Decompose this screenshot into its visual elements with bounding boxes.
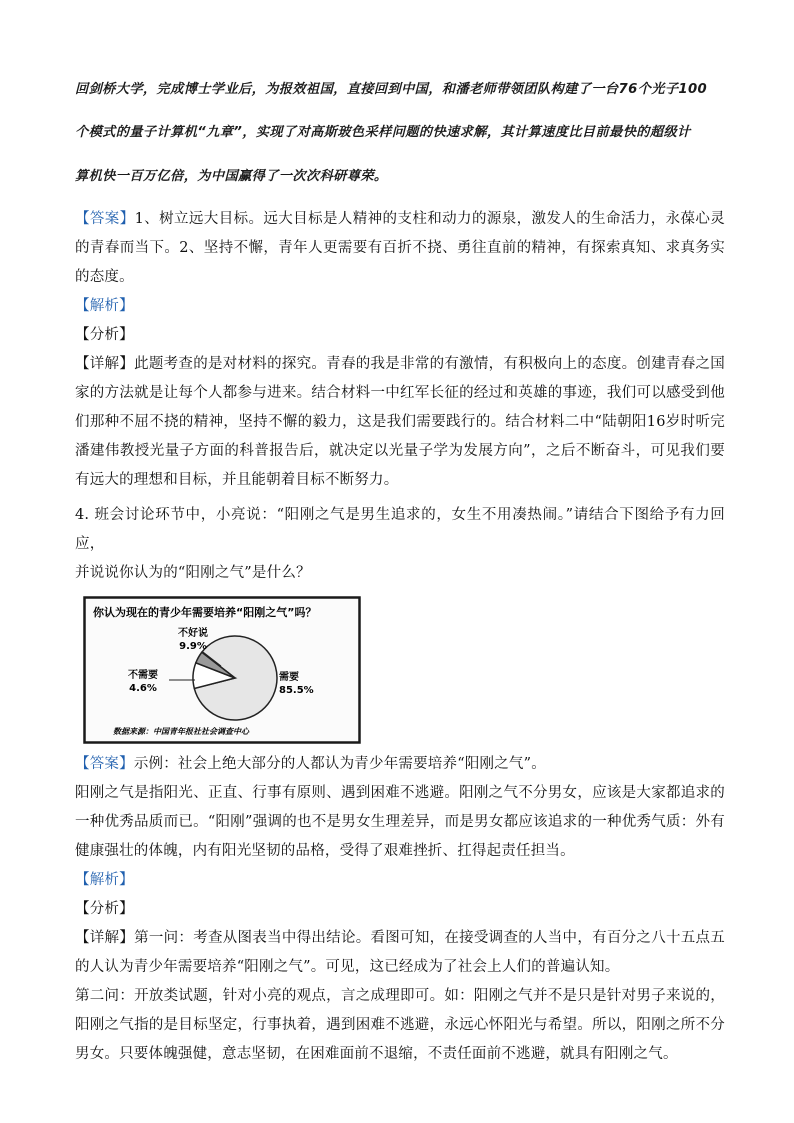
q3-xiangjie (75, 350, 725, 495)
q4-answer-body: 阳刚之气是指阳光、正直、行事有原则、遇到困难不逃避。阳刚之气不分男女，应该是大家都追求的一种优秀品质而已。“阳刚”强调的也不是男女生理差异，而是男女都应该追求的一种优秀气质：外有健康强壮的体魄，内有阳光坚韧的品格，受得了艰难挫折、扛得起责任担当。 (75, 784, 725, 859)
document-page (75, 62, 725, 1069)
slice-value-label: 4.6% (129, 682, 157, 694)
answer-text: 示例：社会上绝大部分的人都认为青少年需要培养“阳刚之气”。 (133, 755, 546, 772)
survey-chart (83, 596, 361, 744)
xiangjie-tag: 【详解】 (75, 929, 135, 946)
analysis-tag: 【解析】 (75, 297, 134, 314)
answer-tag: 【答案】 (75, 755, 134, 772)
xiangjie-text: 第一问：考查从图表当中得出结论。看图可知，在接受调查的人当中，有百分之八十五点五的人认为青少年需要培养“阳刚之气”。可见，这已经成为了社会上人们的普遍认知。 (75, 929, 725, 975)
q3-answer (75, 205, 725, 292)
slice-label: 不需要 (128, 669, 158, 681)
scan-line: 个模式的量子计算机“九章”，实现了对高斯玻色采样问题的快速求解，其计算速度比目前最快的超级计 (75, 125, 691, 141)
question-line: 4. 班会讨论环节中，小亮说：“阳刚之气是男生追求的，女生不用凑热闹。”请结合下图给予有力回应， (75, 506, 725, 552)
question-line: 并说说你认为的“阳刚之气”是什么？ (75, 564, 311, 581)
slice-label: 不好说 (178, 627, 208, 639)
xiangjie-text: 此题考查的是对材料的探究。青春的我是非常的有激情，有积极向上的态度。创建青春之国家的方法就是让每个人都参与进来。结合材料一中红军长征的经过和英雄的事迹，我们可以感受到他们那种不屈不挠的精神，坚持不懈的毅力，这是我们需要践行的。结合材料二中“陆朝阳16岁时听完潘建伟教授光量子方面的科普报告后，就决定以光量子学为发展方向”，之后不断奋斗，可见我们要有远大的理想和目标，并且能朝着目标不断努力。 (75, 355, 725, 488)
q4-jiexi (75, 866, 725, 895)
xiangjie-tag: 【详解】 (75, 355, 135, 372)
chart-source: 数据来源：中国青年报社社会调查中心 (113, 726, 249, 736)
slice-value-label: 9.9% (179, 640, 207, 652)
scan-line: 回剑桥大学，完成博士学业后，为报效祖国，直接回到中国，和潘老师带领团队构建了一台76个光子100 (75, 82, 708, 98)
slice-label: 需要 (279, 671, 299, 683)
answer-text: 1、树立远大目标。远大目标是人精神的支柱和动力的源泉，激发人的生命活力，永葆心灵的青春而当下。2、坚持不懈，青年人更需要有百折不挠、勇往直前的精神，有探索真知、求真务实的态度。 (75, 210, 725, 285)
answer-tag: 【答案】 (75, 210, 135, 227)
q4-xiangjie (75, 924, 725, 982)
q3-jiexi (75, 292, 725, 321)
slice-value-label: 85.5% (279, 684, 314, 696)
fenxi-tag: 【分析】 (75, 326, 134, 343)
q4-fenxi (75, 895, 725, 924)
fenxi-tag: 【分析】 (75, 900, 134, 917)
chart-title: 你认为现在的青少年需要培养“阳刚之气”吗？ (93, 605, 317, 619)
q4-question (75, 501, 725, 588)
scan-paragraph (75, 75, 725, 191)
pie-chart-svg (83, 596, 361, 744)
analysis-tag: 【解析】 (75, 871, 134, 888)
q4-answer (75, 750, 725, 779)
q3-fenxi (75, 321, 725, 350)
q4-second-question: 第二问：开放类试题，针对小亮的观点，言之成理即可。如：阳刚之气并不是只是针对男子来说的，阳刚之气指的是目标坚定，行事执着，遇到困难不逃避，永远心怀阳光与希望。所以，阳刚之所不分男女。只要体魄强健，意志坚韧，在困难面前不退缩，不责任面前不逃避，就具有阳刚之气。 (75, 987, 725, 1062)
scan-line: 算机快一百万亿倍，为中国赢得了一次次科研尊荣。 (75, 168, 388, 184)
